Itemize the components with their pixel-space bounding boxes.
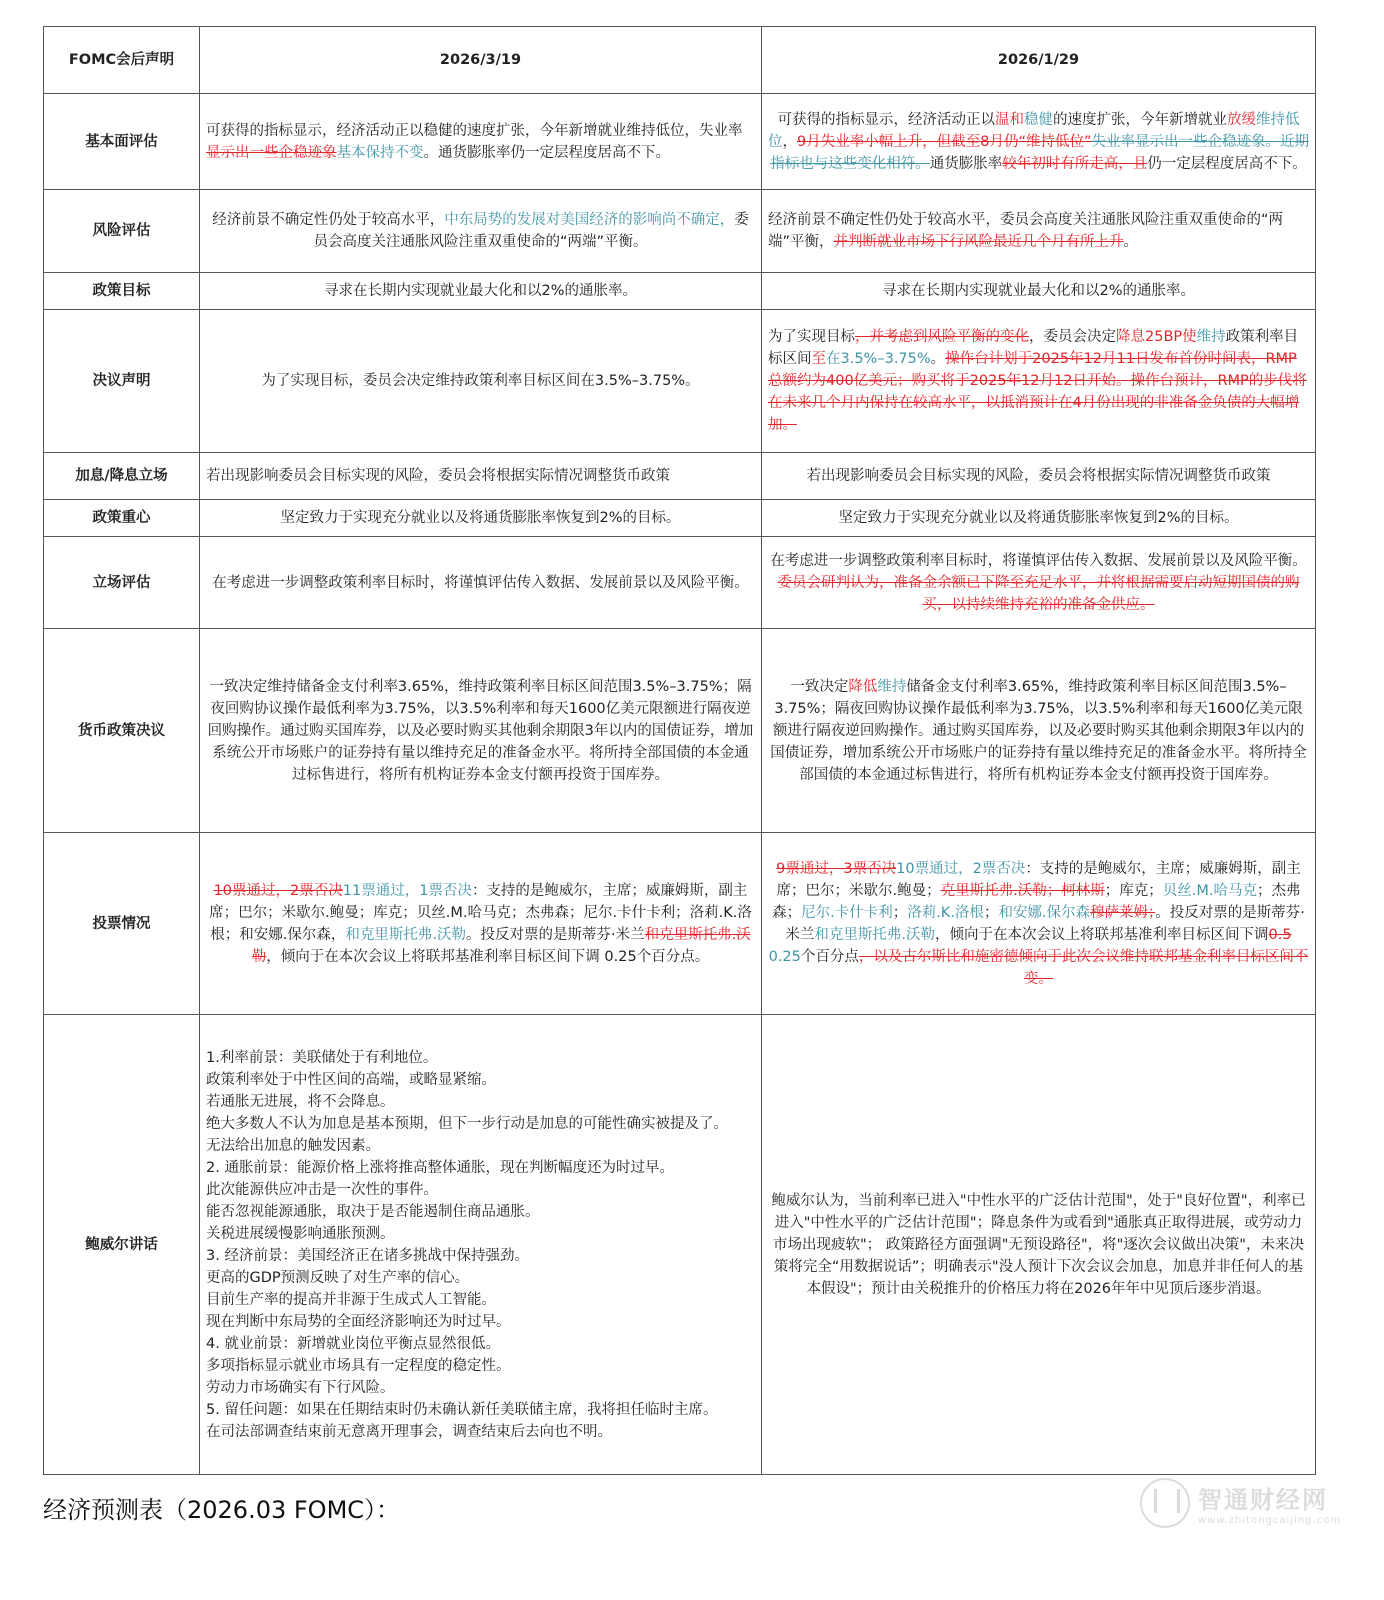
text-segment: ； <box>983 904 999 921</box>
text-segment: 在考虑进一步调整政策利率目标时，将谨慎评估传入数据、发展前景以及风险平衡。 <box>212 574 749 591</box>
text-segment: 个百分点 <box>800 948 859 965</box>
text-segment: 坚定致力于实现充分就业以及将通货膨胀率恢复到2%的目标。 <box>838 510 1239 526</box>
text-segment: 和克里斯托弗.沃勒 <box>251 926 751 965</box>
text-segment: 坚定致力于实现充分就业以及将通货膨胀率恢复到2%的目标。 <box>280 510 681 526</box>
march-text <box>200 833 762 1015</box>
row-label: 决议声明 <box>44 310 200 453</box>
speech-line: 多项指标显示就业市场具有一定程度的稳定性。 <box>206 1357 511 1374</box>
text-segment: ，并考虑到风险平衡的变化 <box>855 329 1029 345</box>
text-segment: 较年初时有所走高，且 <box>1002 155 1148 172</box>
january-text <box>762 833 1316 1015</box>
text-segment: 鲍威尔认为，当前利率已进入"中性水平的广泛估计范围"，处于"良好位置"，利率已进入"中性水平的广泛估计范围"；降息条件为或看到"通胀真正取得进展，或劳动力市场出现疲软"； 政策路径方面强调"无预设路径"，将"逐次会议做出决策"，未来决策将完全“用数据说话”；明确表示"没人预计下次会议会加息，加息并非任何人的基本假设"；预计由关税推升的价格压力将在2026年年中见顶后逐步消退。 <box>771 1192 1306 1297</box>
speech-line: 能否忽视能源通胀，取决于是否能遏制住商品通胀。 <box>206 1203 540 1220</box>
text-segment: 贝丝.M.哈马克 <box>1162 882 1257 899</box>
text-segment: 0.25 <box>768 948 801 965</box>
text-segment: 基本保持不变 <box>336 144 424 161</box>
text-segment: ；杰弗森； <box>772 882 1301 921</box>
text-segment: 委员会高度关注通胀风险注重双重使命的“两端”平衡。 <box>313 212 749 250</box>
march-text <box>200 190 762 273</box>
text-segment: 失业率显示出一些企稳迹象。近期指标也与这些变化相符。 <box>770 133 1309 172</box>
row-label: 基本面评估 <box>44 94 200 190</box>
january-text <box>762 310 1316 453</box>
speech-line: 绝大多数人不认为加息是基本预期，但下一步行动是加息的可能性确实被提及了。 <box>206 1115 728 1132</box>
march-text <box>200 273 762 310</box>
text-segment: 和克里斯托弗.沃勒 <box>814 926 936 943</box>
text-segment: 穆萨莱姆； <box>1090 904 1156 921</box>
text-segment: 。投反对票的是斯蒂芬·米兰 <box>785 904 1305 943</box>
march-text <box>200 537 762 629</box>
text-segment: 中东局势的发展对美国经济的影响尚不确定， <box>444 212 735 228</box>
speech-line: 4. 就业前景：新增就业岗位平衡点显然很低。 <box>206 1335 500 1352</box>
economic-projections-caption: 经济预测表（2026.03 FOMC）： <box>43 1496 401 1524</box>
watermark-logo-icon <box>1140 1478 1190 1528</box>
text-segment: ，倾向于在本次会议上将联邦基准利率目标区间下调 0.25个百分点。 <box>266 948 710 965</box>
speech-line: 现在判断中东局势的全面经济影响还为时过早。 <box>206 1313 511 1330</box>
january-text <box>762 629 1316 833</box>
text-segment: 。 <box>930 351 946 367</box>
row-label: 投票情况 <box>44 833 200 1015</box>
january-text <box>762 1015 1316 1475</box>
row-decision <box>44 310 1316 453</box>
text-segment: 寻求在长期内实现就业最大化和以2%的通胀率。 <box>323 283 637 299</box>
text-segment: 0.5 <box>1268 926 1292 943</box>
text-segment: 可获得的指标显示，经济活动正以稳健的速度扩张，今年新增就业维持低位，失业率 <box>206 122 743 139</box>
row-label: 加息/降息立场 <box>44 453 200 500</box>
watermark <box>1140 1478 1341 1528</box>
fomc-comparison-table <box>43 26 1316 1475</box>
row-stance <box>44 453 1316 500</box>
text-segment: 和安娜.保尔森 <box>998 904 1091 921</box>
text-segment: ；库克； <box>1104 882 1163 899</box>
text-segment: ：支持的是鲍威尔，主席；威廉姆斯，副主席；巴尔；米歇尔.鲍曼；库克；贝丝.M.哈马克；杰弗森；尼尔.卡什卡利；洛莉.K.洛根；和安娜.保尔森， <box>209 882 752 943</box>
text-segment: 放缓 <box>1227 111 1256 128</box>
text-segment: 经济前景不确定性仍处于较高水平， <box>212 212 445 228</box>
header-row <box>44 27 1316 94</box>
text-segment: 维持 <box>1196 329 1226 345</box>
text-segment: 一致决定维持储备金支付利率3.65%，维持政策利率目标区间范围3.5%–3.75%；隔夜回购协议操作最低利率为3.75%，以3.5%利率和每天1600亿美元限额进行隔夜逆回购操作。通过购买国库券，以及必要时购买其他剩余期限3年以内的国债证券，增加系统公开市场账户的证券持有量以维持充足的准备金水平。将所持全部国债的本金通过标售进行，将所有机构证券本金支付额再投资于国库券。 <box>207 678 754 783</box>
text-segment: 仍一定层程度居高不下。 <box>1147 155 1307 172</box>
speech-line: 5. 留任问题：如果在任期结束时仍未确认新任美联储主席，我将担任临时主席。 <box>206 1401 718 1418</box>
march-text <box>200 500 762 537</box>
speech-line: 目前生产率的提高并非源于生成式人工智能。 <box>206 1291 496 1308</box>
row-label: 货币政策决议 <box>44 629 200 833</box>
speech-line: 关税进展缓慢影响通胀预测。 <box>206 1225 395 1242</box>
text-segment: 一致决定 <box>790 678 849 695</box>
row-goal <box>44 273 1316 310</box>
text-segment: 尼尔.卡什卡利 <box>801 904 893 921</box>
january-text <box>762 273 1316 310</box>
header-date-march: 2026/3/19 <box>200 27 762 94</box>
speech-line: 更高的GDP预测反映了对生产率的信心。 <box>206 1269 470 1286</box>
text-segment: 10票通过，2票否决 <box>213 882 343 899</box>
text-segment: 至 <box>811 351 826 367</box>
text-segment: 11票通过，1票否决 <box>342 882 472 899</box>
text-segment: 。投反对票的是斯蒂芬·米兰 <box>466 926 645 943</box>
text-segment: 经济前景不确定性仍处于较高水平，委员会高度关注通胀风险注重双重使命的“两端”平衡， <box>768 212 1284 250</box>
row-label: 政策目标 <box>44 273 200 310</box>
text-segment: 维持低位 <box>768 111 1300 150</box>
text-segment: 维持 <box>877 678 907 695</box>
march-text <box>200 310 762 453</box>
row-label: 政策重心 <box>44 500 200 537</box>
text-segment: 。通货膨胀率仍一定层程度居高不下。 <box>423 144 670 161</box>
text-segment: 克里斯托弗.沃勒；柯林斯 <box>940 882 1105 899</box>
row-assessment <box>44 537 1316 629</box>
text-segment: 稳健 <box>1024 111 1053 128</box>
january-text <box>762 453 1316 500</box>
text-segment: 为了实现目标 <box>768 329 855 345</box>
text-segment: 寻求在长期内实现就业最大化和以2%的通胀率。 <box>881 283 1195 299</box>
text-segment: 的速度扩张，今年新增就业 <box>1053 111 1227 128</box>
header-label: FOMC会后声明 <box>44 27 200 94</box>
text-segment: 政策利率目标区间 <box>768 329 1299 367</box>
text-segment: 储备金支付利率3.65%，维持政策利率目标区间范围3.5%–3.75%；隔夜回购协议操作最低利率为3.75%，以3.5%利率和每天1600亿美元限额进行隔夜逆回购操作。通过购买国库券，以及必要时购买其他剩余期限3年以内的国债证券，增加系统公开市场账户的证券持有量以维持充足的准备金水平。将所持全部国债的本金通过标售进行，将所有机构证券本金支付额再投资于国库券。 <box>770 678 1307 783</box>
january-text <box>762 94 1316 190</box>
text-segment: 洛莉.K.洛根 <box>907 904 984 921</box>
speech-line: 政策利率处于中性区间的高端，或略显紧缩。 <box>206 1071 496 1088</box>
text-segment: ，以及古尔斯比和施密德倾向于此次会议维持联邦基金利率目标区间不变。 <box>858 948 1309 987</box>
text-segment: 若出现影响委员会目标实现的风险，委员会将根据实际情况调整货币政策 <box>806 468 1271 484</box>
speech-line: 若通胀无进展，将不会降息。 <box>206 1093 395 1110</box>
row-powell <box>44 1015 1316 1475</box>
watermark-url: www.zhitongcaijing.com <box>1198 1515 1342 1526</box>
text-segment: ：支持的是鲍威尔，主席；威廉姆斯，副主席；巴尔；米歇尔.鲍曼； <box>776 860 1301 899</box>
march-text <box>200 94 762 190</box>
text-segment: 委员会研判认为，准备金余额已下降至充足水平，并将根据需要启动短期国债的购买，以持续维持充裕的准备金供应。 <box>777 574 1300 613</box>
march-text <box>200 453 762 500</box>
text-segment: 在3.5%–3.75% <box>826 351 931 367</box>
row-label: 鲍威尔讲话 <box>44 1015 200 1475</box>
watermark-title: 智通财经网 <box>1198 1486 1328 1514</box>
speech-line: 无法给出加息的触发因素。 <box>206 1137 380 1154</box>
january-text <box>762 500 1316 537</box>
january-text <box>762 537 1316 629</box>
speech-line: 1.利率前景：美联储处于有利地位。 <box>206 1049 438 1066</box>
speech-line: 劳动力市场确实有下行风险。 <box>206 1379 395 1396</box>
text-segment: 可获得的指标显示，经济活动正以 <box>777 111 995 128</box>
speech-line: 此次能源供应冲击是一次性的事件。 <box>206 1181 438 1198</box>
march-text <box>200 629 762 833</box>
text-segment: 显示出一些企稳迹象 <box>206 144 337 161</box>
speech-line: 2. 通胀前景：能源价格上涨将推高整体通胀，现在判断幅度还为时过早。 <box>206 1159 674 1176</box>
text-segment: 通货膨胀率 <box>929 155 1003 172</box>
text-segment: ， <box>782 133 797 150</box>
text-segment: 并判断就业市场下行风险最近几个月有所上升 <box>833 234 1124 250</box>
header-date-january: 2026/1/29 <box>762 27 1316 94</box>
text-segment: 9月失业率小幅上升，但截至8月仍“维持低位” <box>797 133 1092 150</box>
january-text <box>762 190 1316 273</box>
text-segment: 和克里斯托弗.沃勒 <box>345 926 466 943</box>
text-segment: ，倾向于在本次会议上将联邦基准利率目标区间下调 <box>935 926 1269 943</box>
text-segment: 在考虑进一步调整政策利率目标时，将谨慎评估传入数据、发展前景以及风险平衡。 <box>770 552 1307 569</box>
speech-line: 3. 经济前景：美国经济正在诸多挑战中保持强劲。 <box>206 1247 529 1264</box>
row-label: 风险评估 <box>44 190 200 273</box>
row-focus <box>44 500 1316 537</box>
text-segment: 。 <box>1123 234 1139 250</box>
march-speech <box>200 1015 762 1475</box>
text-segment: 操作台计划于2025年12月11日发布首份时间表，RMP总额约为400亿美元；购买将于2025年12月12日开始。操作台预计，RMP的步伐将在未来几个月内保持在较高水平，以抵消预计在4月份出现的非准备金负债的大幅增加。 <box>768 351 1307 433</box>
text-segment: 温和 <box>995 111 1024 128</box>
text-segment: ； <box>892 904 908 921</box>
text-segment: 9票通过，3票否决 <box>776 860 897 877</box>
row-label: 立场评估 <box>44 537 200 629</box>
speech-line: 在司法部调查结束前无意离开理事会，调查结束后去向也不明。 <box>206 1423 612 1440</box>
text-segment: 为了实现目标，委员会决定维持政策利率目标区间在3.5%–3.75%。 <box>261 373 700 389</box>
row-monetary <box>44 629 1316 833</box>
text-segment: ，委员会决定 <box>1029 329 1116 345</box>
text-segment: 降息25BP使 <box>1116 329 1197 345</box>
text-segment: 若出现影响委员会目标实现的风险，委员会将根据实际情况调整货币政策 <box>206 468 670 484</box>
row-fundamentals <box>44 94 1316 190</box>
row-vote <box>44 833 1316 1015</box>
row-risk <box>44 190 1316 273</box>
text-segment: 10票通过，2票否决 <box>896 860 1026 877</box>
text-segment: 降低 <box>848 678 878 695</box>
